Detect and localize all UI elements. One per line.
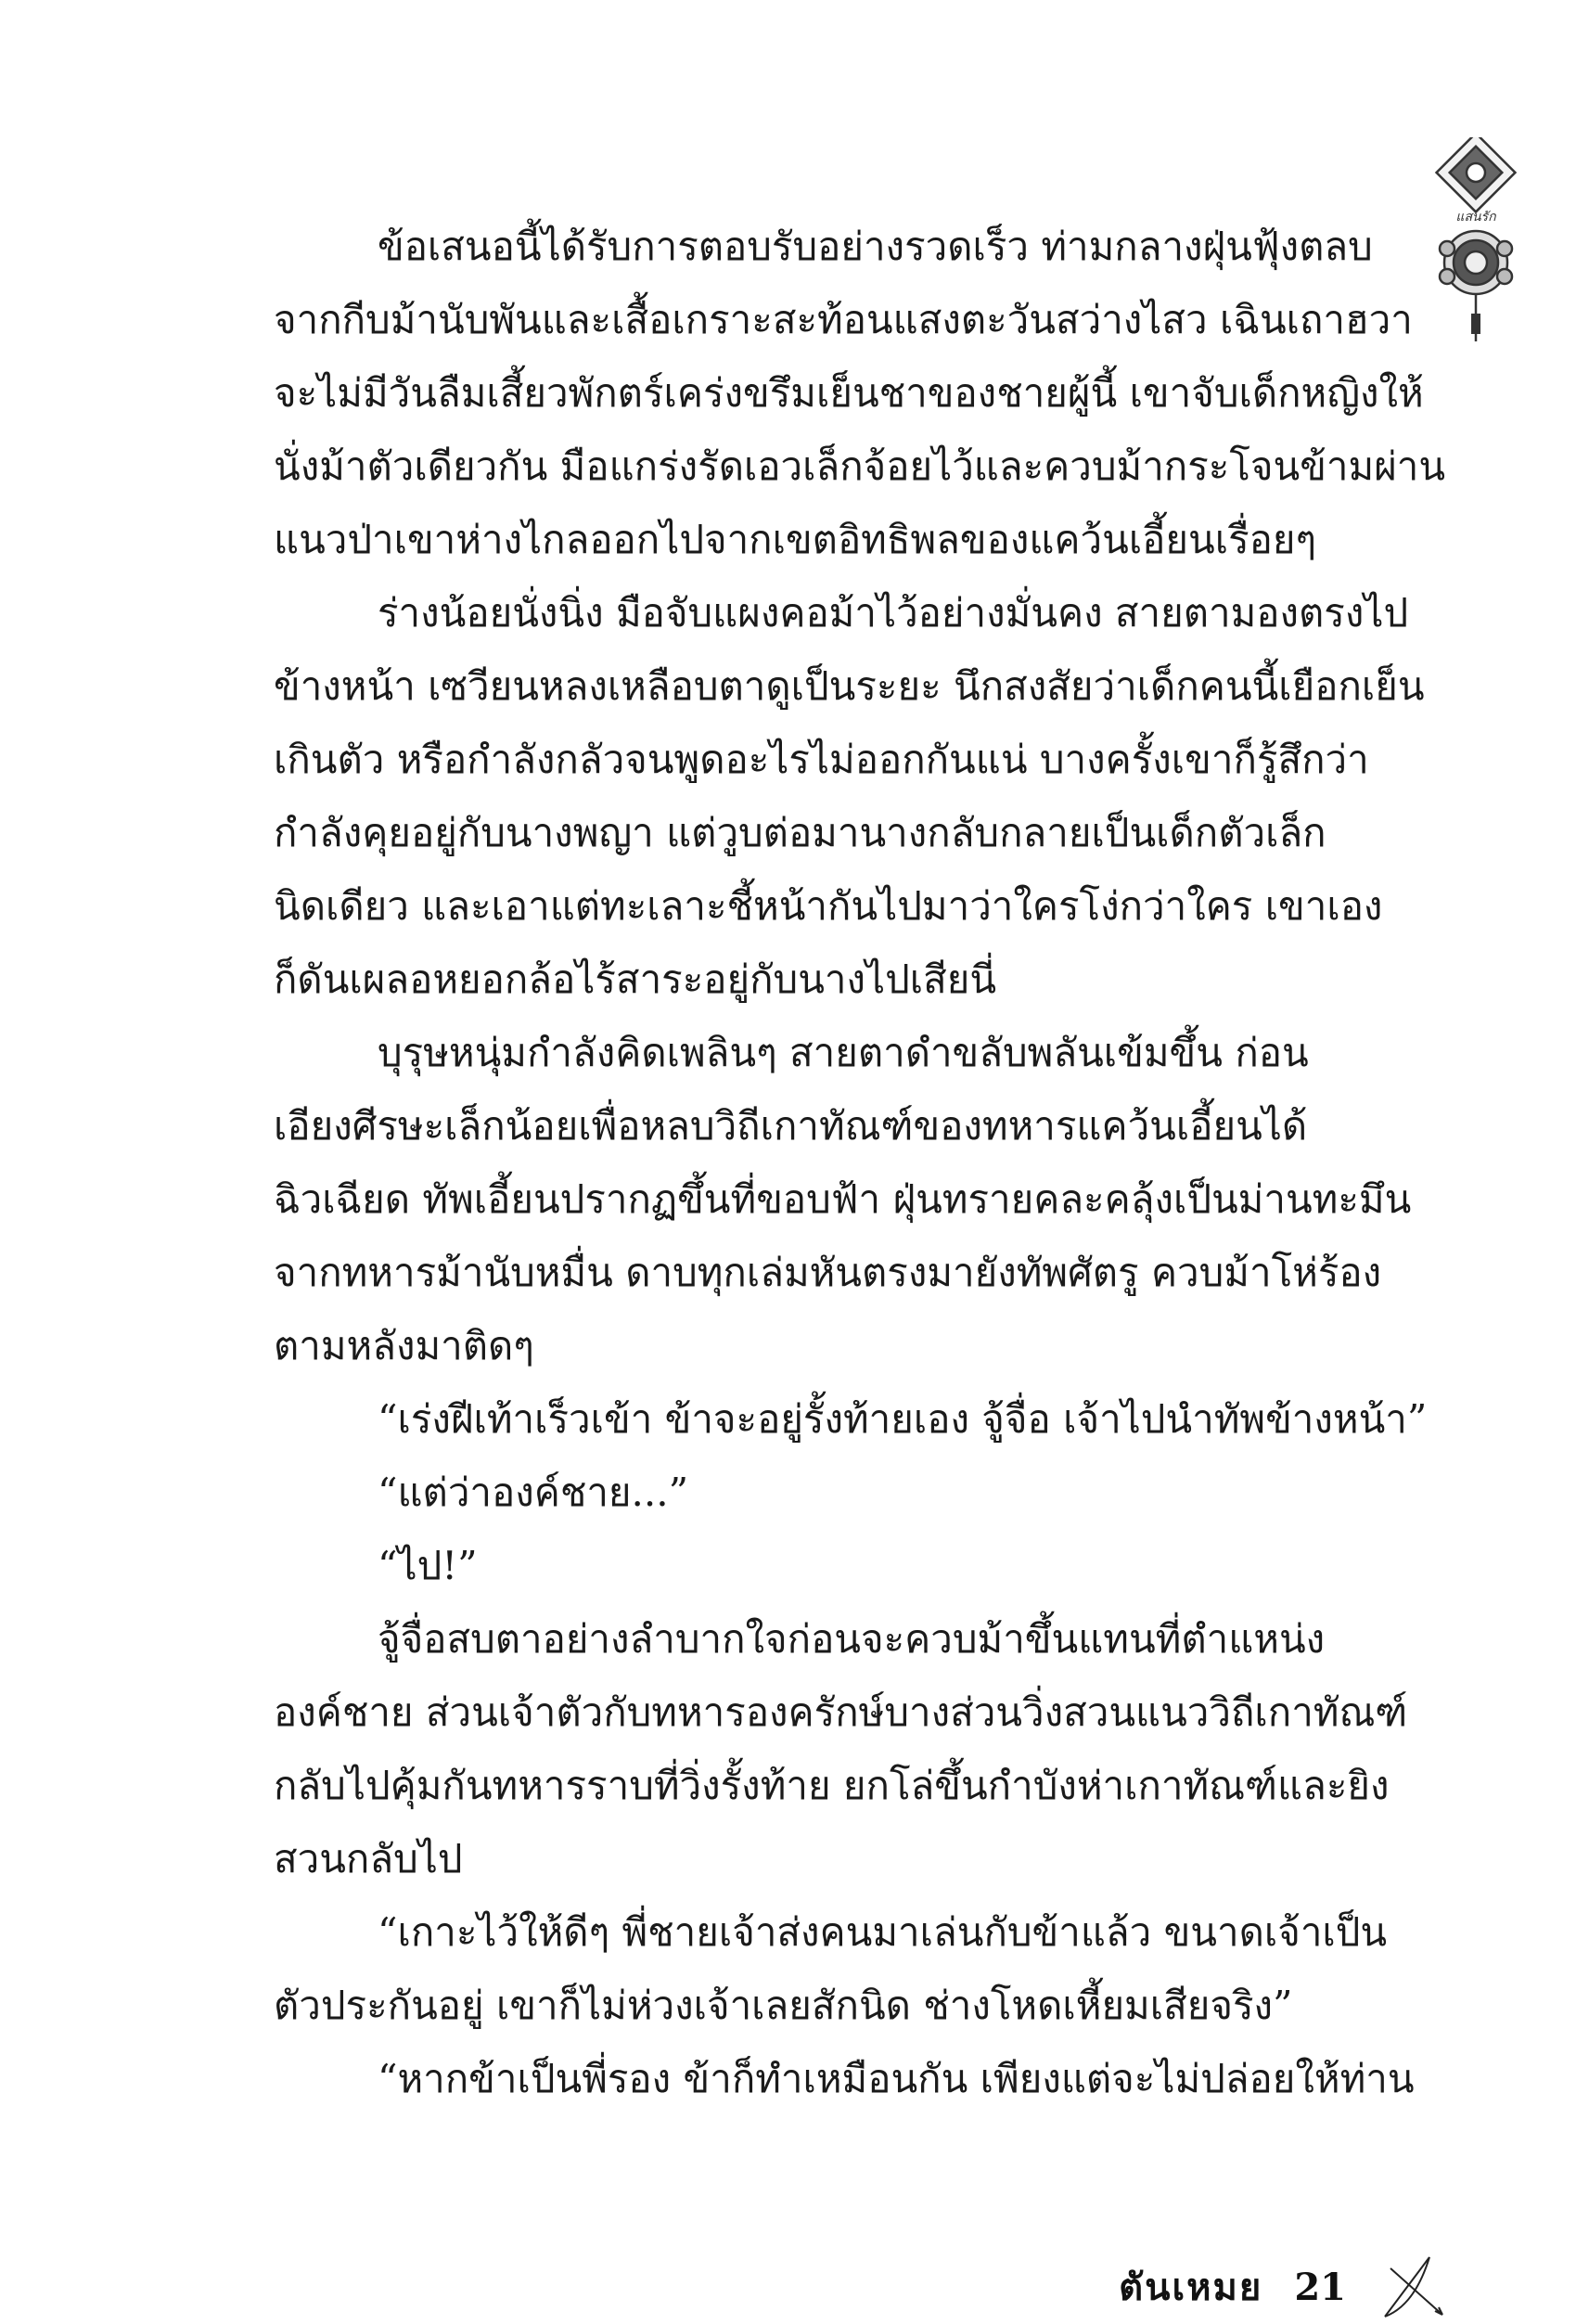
text-line: “แต่ว่าองค์ชาย...” (378, 1470, 689, 1515)
dialogue-line (274, 2042, 1415, 2115)
paragraph (274, 1016, 1412, 1382)
text-line: “เกาะไว้ให้ดีๆ พี่ชายเจ้าส่งคนมาเล่นกับข้าแล้ว ขนาดเจ้าเป็น (378, 1909, 1388, 1955)
text-line: กลับไปคุ้มกันทหารราบที่วิ่งรั้งท้าย ยกโล่ขึ้นกำบังห่าเกาทัณฑ์และยิง (274, 1763, 1390, 1808)
paragraph (274, 210, 1446, 576)
page-footer (1119, 2250, 1450, 2324)
text-line: ตามหลังมาติดๆ (274, 1323, 534, 1368)
paragraph (274, 1602, 1408, 1895)
text-line: ตัวประกันอยู่ เขาก็ไม่ห่วงเจ้าเลยสักนิด ช่างโหดเหี้ยมเสียจริง” (274, 1983, 1293, 2028)
text-line: จะไม่มีวันลืมเสี้ยวพักตร์เคร่งขรึมเย็นชาของชายผู้นี้ เขาจับเด็กหญิงให้ (274, 370, 1424, 416)
ornament-emblem-icon (1425, 137, 1527, 355)
text-line: กำลังคุยอยู่กับนางพญา แต่วูบต่อมานางกลับกลายเป็นเด็กตัวเล็ก (274, 810, 1326, 855)
paragraph (274, 576, 1425, 1016)
text-line: จู้จื่อสบตาอย่างลำบากใจก่อนจะควบม้าขึ้นแทนที่ตำแหน่ง (378, 1616, 1326, 1662)
text-line: นิดเดียว และเอาแต่ทะเลาะชี้หน้ากันไปมาว่าใครโง่กว่าใคร เขาเอง (274, 883, 1383, 929)
text-line: ข้อเสนอนี้ได้รับการตอบรับอย่างรวดเร็ว ท่ามกลางฝุ่นฟุ้งตลบ (378, 224, 1373, 269)
text-line: เกินตัว หรือกำลังกลัวจนพูดอะไรไม่ออกกันแน่ บางครั้งเขาก็รู้สึกว่า (274, 737, 1369, 782)
dialogue-line (274, 1529, 1396, 1602)
text-line: แนวป่าเขาห่างไกลออกไปจากเขตอิทธิพลของแคว้นเอี้ยนเรื่อยๆ (274, 517, 1317, 562)
text-line: องค์ชาย ส่วนเจ้าตัวกับทหารองครักษ์บางส่วนวิ่งสวนแนววิถีเกาทัณฑ์ (274, 1689, 1408, 1735)
bow-and-arrow-icon (1378, 2250, 1450, 2324)
text-line: นั่งม้าตัวเดียวกัน มือแกร่งรัดเอวเล็กจ้อยไว้และควบม้ากระโจนข้ามผ่าน (274, 443, 1446, 489)
text-line: “เร่งฝีเท้าเร็วเข้า ข้าจะอยู่รั้งท้ายเอง จู้จื่อ เจ้าไปนำทัพข้างหน้า” (378, 1396, 1428, 1442)
text-line: ฉิวเฉียด ทัพเอี้ยนปรากฏขึ้นที่ขอบฟ้า ฝุ่นทรายคละคลุ้งเป็นม่านทะมึน (274, 1176, 1412, 1222)
text-line: จากทหารม้านับหมื่น ดาบทุกเล่มหันตรงมายังทัพศัตรู ควบม้าโห่ร้อง (274, 1250, 1382, 1295)
text-line: ก็ดันเผลอหยอกล้อไร้สาระอยู่กับนางไปเสียนี่ (274, 957, 997, 1002)
text-line: ร่างน้อยนั่งนิ่ง มือจับแผงคอม้าไว้อย่างมั่นคง สายตามองตรงไป (378, 590, 1409, 636)
body-text (274, 210, 1446, 2115)
text-line: จากกีบม้านับพันและเสื้อเกราะสะท้อนแสงตะวันสว่างไสว เฉินเถาฮวา (274, 297, 1413, 342)
page-number: 21 (1294, 2265, 1346, 2309)
dialogue-line (274, 1456, 1396, 1529)
book-title: ตันเหมย (1119, 2266, 1263, 2309)
text-line: “หากข้าเป็นพี่รอง ข้าก็ทำเหมือนกัน เพียงแต่จะไม่ปล่อยให้ท่าน (378, 2056, 1415, 2101)
dialogue-line (274, 1382, 1428, 1456)
text-line: “ไป!” (378, 1543, 478, 1588)
paragraph (274, 1895, 1396, 2042)
text-line: ข้างหน้า เซวียนหลงเหลือบตาดูเป็นระยะ นึกสงสัยว่าเด็กคนนี้เยือกเย็น (274, 663, 1425, 709)
svg-text:แสนรัก: แสนรัก (1455, 210, 1496, 225)
text-line: เอียงศีรษะเล็กน้อยเพื่อหลบวิถีเกาทัณฑ์ของทหารแคว้นเอี้ยนได้ (274, 1103, 1308, 1149)
text-line: บุรุษหนุ่มกำลังคิดเพลินๆ สายตาดำขลับพลันเข้มขึ้น ก่อน (378, 1030, 1309, 1075)
text-line: สวนกลับไป (274, 1836, 463, 1881)
